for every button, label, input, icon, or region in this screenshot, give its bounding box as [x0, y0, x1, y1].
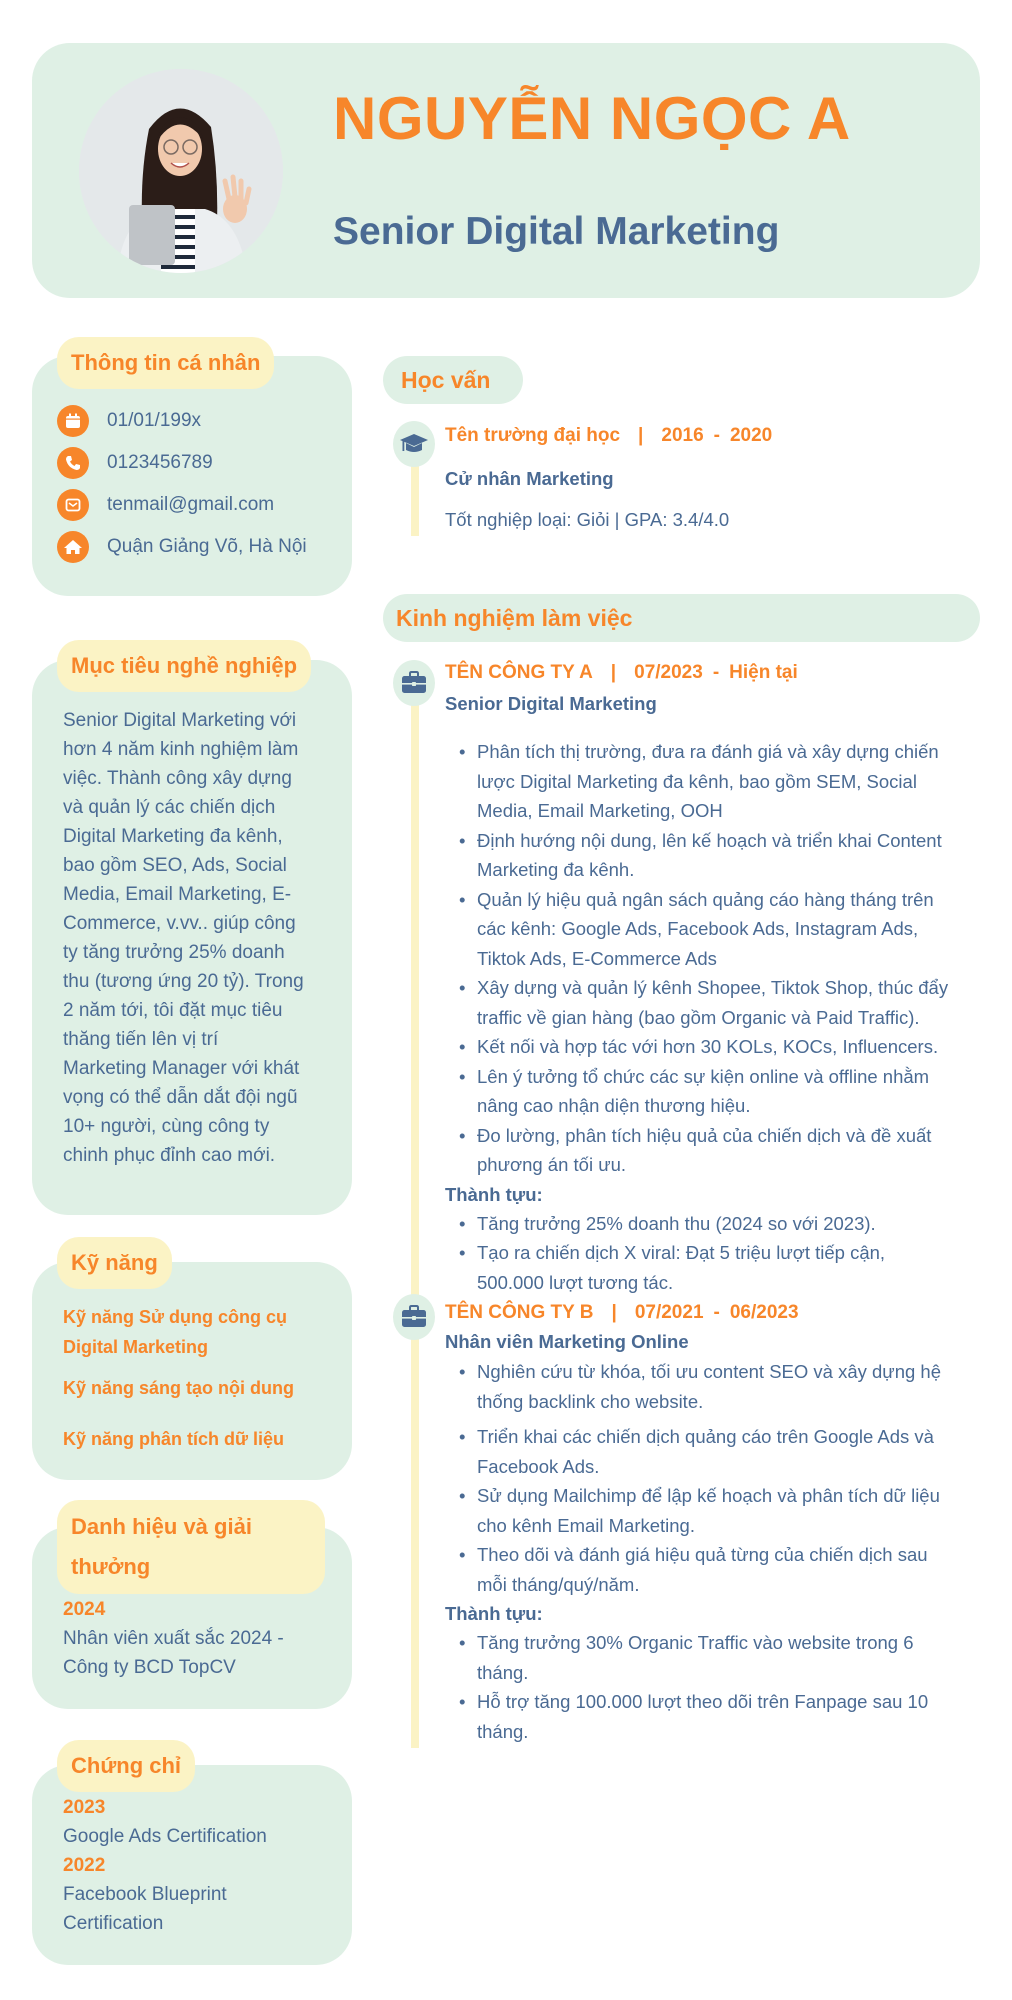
job-start: 07/2021 — [634, 1302, 704, 1323]
objective-line: 2 năm tới, tôi đặt mục tiêu — [63, 1000, 283, 1021]
briefcase-icon — [401, 1305, 427, 1329]
job-b-timeline-node — [393, 1294, 435, 1340]
job-b-header — [445, 1302, 799, 1324]
skill-line: Digital Marketing — [63, 1337, 209, 1357]
candidate-title: Senior Digital Marketing — [333, 210, 780, 253]
job-end: 06/2023 — [729, 1302, 799, 1323]
skill-item — [63, 1302, 348, 1362]
separator: | — [638, 425, 644, 446]
objective-line: và quản lý các chiến dịch — [63, 797, 276, 818]
objective-line: Digital Marketing đa kênh, — [63, 826, 283, 847]
award-text: Nhân viên xuất sắc 2024 - — [63, 1628, 284, 1649]
certificate-list — [63, 1793, 348, 1938]
experience-heading: Kinh nghiệm làm việc — [383, 594, 980, 642]
duty-item: • Kết nối và hợp tác với hơn 30 KOLs, KOCs, Influencers. — [449, 1032, 989, 1062]
education-heading: Học vấn — [383, 356, 523, 404]
job-b-role: Nhân viên Marketing Online — [445, 1331, 689, 1352]
awards-heading-line: Danh hiệu và giải — [71, 1514, 252, 1539]
objective-line: chinh phục đỉnh cao mới. — [63, 1145, 276, 1166]
job-a-timeline-node — [393, 660, 435, 706]
info-phone-value[interactable]: 0123456789 — [107, 452, 213, 473]
home-icon — [57, 531, 89, 563]
info-email-value[interactable]: tenmail@gmail.com — [107, 494, 275, 515]
mail-icon — [57, 489, 89, 521]
avatar — [79, 69, 283, 273]
certificate-text: Facebook Blueprint — [63, 1884, 227, 1905]
duty-item: • Theo dõi và đánh giá hiệu quả từng của chiến dịch sau mỗi tháng/quý/năm. — [449, 1540, 989, 1599]
achievements-label: Thành tựu: — [445, 1603, 543, 1624]
company-name: TÊN CÔNG TY B — [445, 1302, 594, 1323]
achievement-item: • Tăng trưởng 30% Organic Traffic vào website trong 6 tháng. — [449, 1628, 989, 1687]
candidate-name: NGUYỄN NGỌC A — [333, 85, 851, 152]
duty-item: • Lên ý tưởng tổ chức các sự kiện online và offline nhằm nâng cao nhận diện thương hiệu. — [449, 1062, 989, 1121]
education-degree: Cử nhân Marketing — [445, 468, 614, 489]
objective-line: hơn 4 năm kinh nghiệm làm — [63, 739, 299, 760]
education-detail: Tốt nghiệp loại: Giỏi | GPA: 3.4/4.0 — [445, 509, 730, 530]
dash: - — [713, 425, 720, 446]
skill-line: Kỹ năng Sử dụng công cụ — [63, 1307, 288, 1327]
award-text: Công ty BCD TopCV — [63, 1657, 236, 1678]
objective-line: Senior Digital Marketing với — [63, 710, 297, 731]
skill-item: Kỹ năng phân tích dữ liệu — [63, 1429, 285, 1449]
school-name: Tên trường đại học — [445, 425, 621, 446]
info-email — [57, 484, 347, 526]
objective-line: bao gồm SEO, Ads, Social — [63, 855, 287, 876]
info-address — [57, 526, 347, 568]
achievement-item: • Tăng trưởng 25% doanh thu (2024 so với 2023). — [449, 1209, 989, 1239]
awards-heading-line: thưởng — [71, 1554, 151, 1579]
calendar-icon — [57, 405, 89, 437]
achievements-label: Thành tựu: — [445, 1183, 543, 1205]
certificates-heading: Chứng chỉ — [57, 1740, 195, 1792]
objective-line: thăng tiến lên vị trí — [63, 1029, 219, 1050]
info-birthday — [57, 400, 347, 442]
award-item — [63, 1595, 348, 1682]
info-phone — [57, 442, 347, 484]
duty-item: • Phân tích thị trường, đưa ra đánh giá và xây dựng chiến lược Digital Marketing đa kênh, bao gồm SEM, Social Media, Email Marketing, OOH — [449, 737, 989, 826]
separator: | — [610, 662, 617, 683]
dash: - — [712, 662, 720, 683]
objective-line: ty tăng trưởng 25% doanh — [63, 942, 285, 963]
phone-icon — [57, 447, 89, 479]
duty-item: • Nghiên cứu từ khóa, tối ưu content SEO và xây dựng hệ thống backlink cho website. — [449, 1357, 989, 1416]
education-timeline-node — [393, 421, 435, 467]
certificate-year: 2022 — [63, 1855, 106, 1876]
duty-item: • Đo lường, phân tích hiệu quả của chiến dịch và đề xuất phương án tối ưu. — [449, 1121, 989, 1180]
objective-line: việc. Thành công xây dựng — [63, 768, 292, 789]
objective-line: Commerce, v.vv.. giúp công — [63, 913, 296, 934]
objective-line: 10+ người, cùng công ty — [63, 1116, 270, 1137]
briefcase-icon — [401, 671, 427, 695]
job-b-duties — [445, 1357, 989, 1746]
awards-heading — [57, 1500, 325, 1594]
education-school-line — [445, 425, 772, 447]
certificate-year: 2023 — [63, 1797, 106, 1818]
dash: - — [713, 1302, 720, 1323]
info-birthday-value: 01/01/199x — [107, 410, 202, 431]
duty-item: • Triển khai các chiến dịch quảng cáo trên Google Ads và Facebook Ads. — [449, 1422, 989, 1481]
duty-item: • Định hướng nội dung, lên kế hoạch và triển khai Content Marketing đa kênh. — [449, 826, 989, 885]
objective-line: Media, Email Marketing, E- — [63, 884, 292, 905]
company-name: TÊN CÔNG TY A — [445, 662, 593, 683]
skill-item: Kỹ năng sáng tạo nội dung — [63, 1378, 294, 1398]
graduation-cap-icon — [399, 431, 429, 457]
objective-heading: Mục tiêu nghề nghiệp — [57, 640, 311, 692]
objective-line: vọng có thể dẫn dắt đội ngũ — [63, 1087, 298, 1108]
duty-item: • Quản lý hiệu quả ngân sách quảng cáo hàng tháng trên các kênh: Google Ads, Facebook Ads, Instagram Ads, Tiktok Ads, E-Commerce Ads — [449, 885, 989, 974]
profile-photo-icon — [79, 69, 283, 273]
objective-line: thu (tương ứng 20 tỷ). Trong — [63, 971, 304, 992]
duty-item: • Sử dụng Mailchimp để lập kế hoạch và phân tích dữ liệu cho kênh Email Marketing. — [449, 1481, 989, 1540]
personal-info-heading: Thông tin cá nhân — [57, 337, 274, 389]
education-end: 2020 — [729, 425, 773, 446]
info-address-value: Quận Giảng Võ, Hà Nội — [107, 536, 307, 557]
separator: | — [611, 1302, 617, 1323]
skills-heading: Kỹ năng — [57, 1237, 172, 1289]
achievement-item: • Tạo ra chiến dịch X viral: Đạt 5 triệu lượt tiếp cận, 500.000 lượt tương tác. — [449, 1238, 989, 1297]
job-a-role: Senior Digital Marketing — [445, 693, 657, 714]
job-a-duties — [445, 737, 989, 1297]
certificate-text: Certification — [63, 1913, 164, 1934]
duty-item: • Xây dựng và quản lý kênh Shopee, Tiktok Shop, thúc đẩy traffic về gian hàng (bao gồm Organic và Paid Traffic). — [449, 973, 989, 1032]
job-a-header — [445, 662, 798, 684]
job-start: 07/2023 — [634, 662, 703, 683]
personal-info-list — [57, 400, 347, 568]
job-end: Hiện tại — [729, 662, 798, 683]
achievement-item: • Hỗ trợ tăng 100.000 lượt theo dõi trên Fanpage sau 10 tháng. — [449, 1687, 989, 1746]
education-start: 2016 — [661, 425, 704, 446]
objective-line: Marketing Manager với khát — [63, 1058, 300, 1079]
objective-text — [63, 706, 348, 1170]
certificate-text: Google Ads Certification — [63, 1826, 267, 1847]
award-year: 2024 — [63, 1599, 106, 1620]
experience-timeline-line — [411, 700, 419, 1748]
